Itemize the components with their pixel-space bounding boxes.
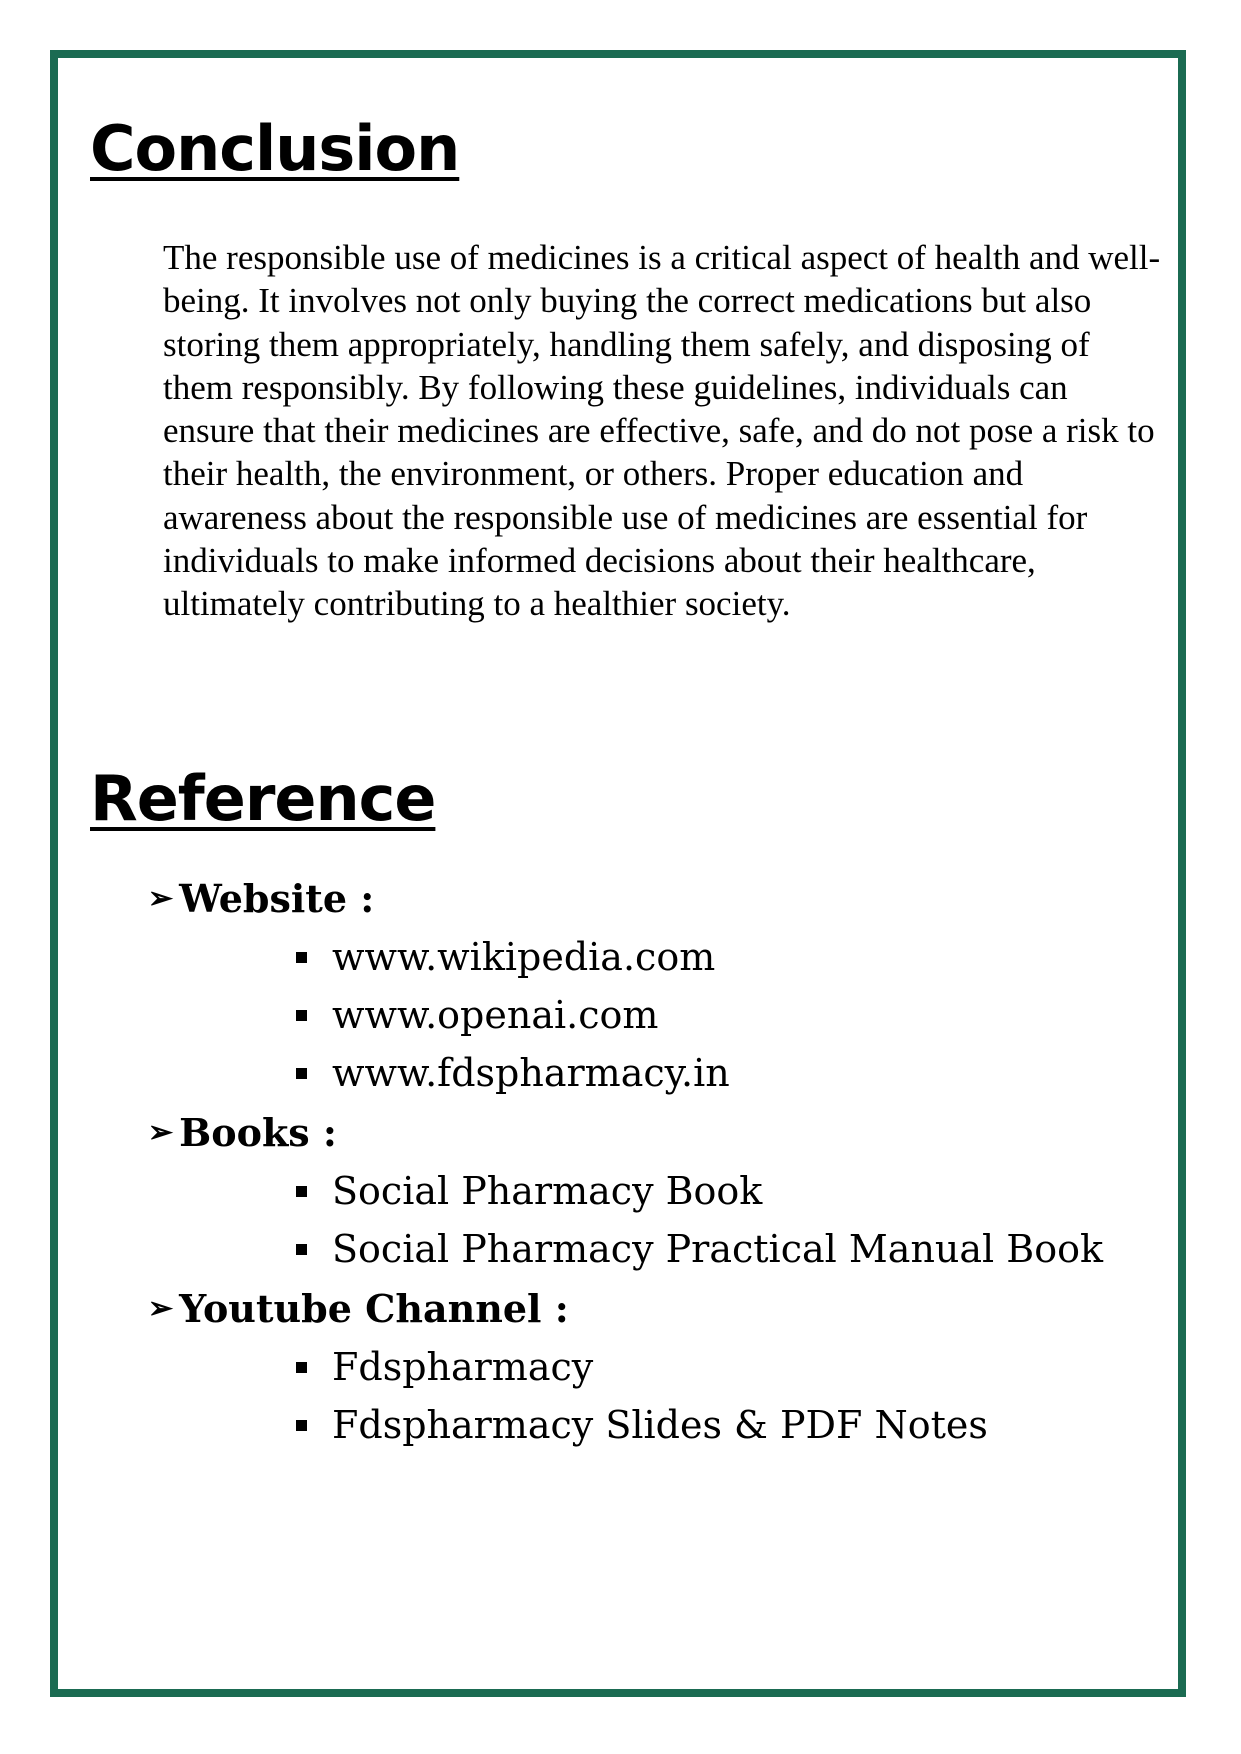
square-bullet-icon — [296, 952, 307, 963]
square-bullet-icon — [296, 1362, 307, 1373]
reference-item-text: Social Pharmacy Practical Manual Book — [332, 1227, 1103, 1271]
list-item — [296, 1227, 1103, 1271]
reference-group-books — [148, 1110, 337, 1155]
reference-item-text: Social Pharmacy Book — [332, 1169, 763, 1213]
conclusion-paragraph: The responsible use of medicines is a critical aspect of health and well-being. It involves not only buying the correct medications but also storing them appropriately, handling them safely, and disposing of them responsibly. By following these guidelines, individuals can ensure that their medicines are effective, safe, and do not pose a risk to their health, the environment, or others. Proper education and awareness about the responsible use of medicines are essential for individuals to make informed decisions about their healthcare, ultimately contributing to a healthier society. — [163, 238, 1161, 624]
list-item — [296, 1169, 763, 1213]
reference-item-text: www.openai.com — [332, 993, 659, 1037]
arrow-right-icon: ➢ — [148, 881, 174, 916]
square-bullet-icon — [296, 1010, 307, 1021]
conclusion-heading: Conclusion — [90, 112, 460, 185]
arrow-right-icon: ➢ — [148, 1115, 174, 1150]
reference-item-text: www.fdspharmacy.in — [332, 1051, 730, 1095]
reference-heading: Reference — [90, 762, 436, 835]
reference-group-title: Youtube Channel : — [179, 1286, 569, 1331]
list-item — [296, 1051, 730, 1095]
square-bullet-icon — [296, 1244, 307, 1255]
list-item — [296, 935, 716, 979]
arrow-right-icon: ➢ — [148, 1291, 174, 1326]
square-bullet-icon — [296, 1186, 307, 1197]
square-bullet-icon — [296, 1420, 307, 1431]
reference-item-text: Fdspharmacy — [332, 1345, 594, 1389]
reference-item-text: Fdspharmacy Slides & PDF Notes — [332, 1403, 988, 1447]
reference-group-youtube — [148, 1286, 569, 1331]
reference-group-title: Books : — [179, 1110, 337, 1155]
reference-group-website — [148, 876, 375, 921]
list-item — [296, 1403, 988, 1447]
reference-group-title: Website : — [179, 876, 375, 921]
square-bullet-icon — [296, 1068, 307, 1079]
reference-item-text: www.wikipedia.com — [332, 935, 716, 979]
list-item — [296, 1345, 594, 1389]
list-item — [296, 993, 659, 1037]
